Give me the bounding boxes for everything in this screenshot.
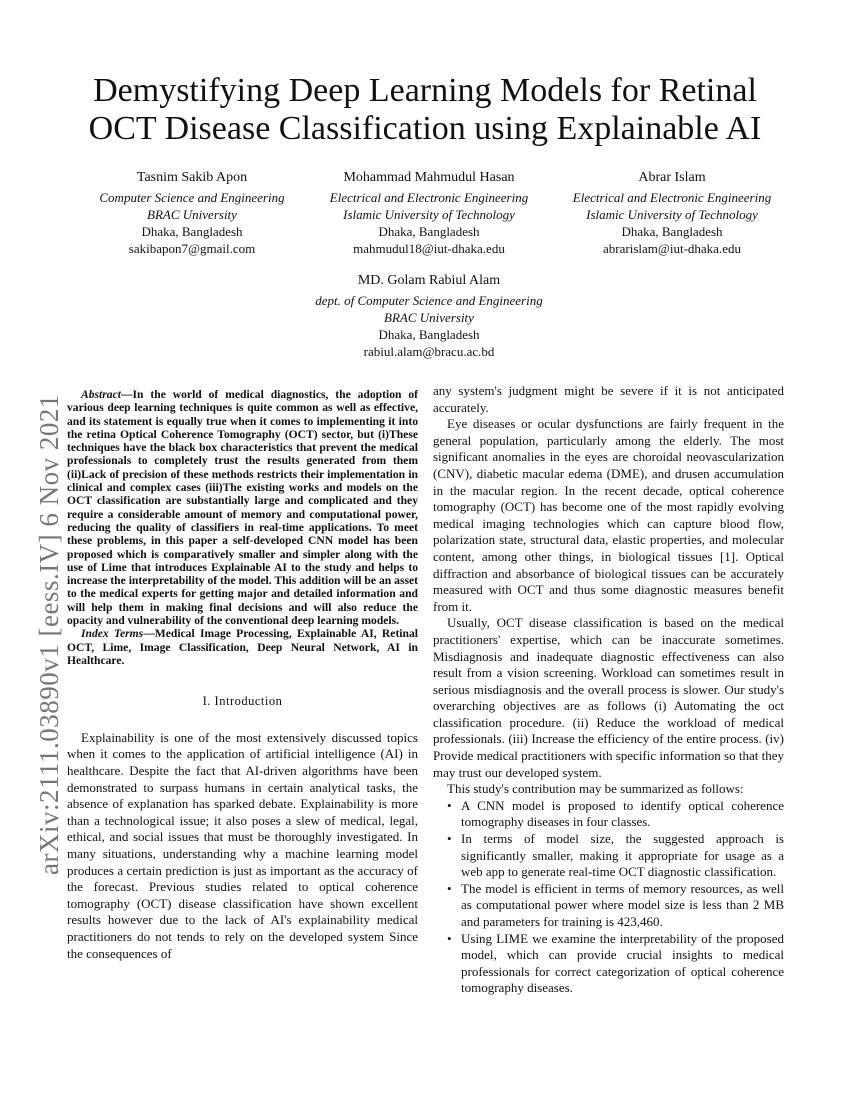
bullet-icon: • [447,831,452,847]
section-heading: I. Introduction [202,694,283,709]
abstract-label: Abstract [81,388,121,401]
author-university: Islamic University of Technology [343,207,515,222]
author-university: BRAC University [384,310,474,325]
author-name: Tasnim Sakib Apon [136,170,248,185]
author-location: Dhaka, Bangladesh [621,224,723,239]
author-department: Electrical and Electronic Engineering [329,190,529,205]
author-email: rabiul.alam@bracu.ac.bd [363,344,495,359]
author-location: Dhaka, Bangladesh [378,224,480,239]
bullet-icon: • [447,797,452,813]
contribution-list [433,798,784,997]
author-block-4 [284,271,574,360]
author-department: Electrical and Electronic Engineering [572,190,772,205]
list-item-text: In terms of model size, the suggested approach is significantly smaller, making it appropriate for usage as a web app to generate real-time OCT diagnostic classification. [461,831,784,880]
author-location: Dhaka, Bangladesh [378,327,480,342]
bullet-icon: • [447,880,452,896]
author-block-1 [62,168,322,257]
author-university: Islamic University of Technology [586,207,758,222]
author-department: dept. of Computer Science and Engineering [315,293,543,308]
list-item [433,931,784,997]
body-paragraph: Eye diseases or ocular dysfunctions are fairly frequent in the general population, particularly among the elderly. The most significant anomalies in the eyes are choroidal neovascularization (CNV), diabetic macular edema (DME), and drusen accumulation in the macular region. In the recent decade, optical coherence tomography (OCT) has become one of the most rapidly evolving medical imaging technologies which can capture blood flow, polarization state, structural data, elastic properties, and molecular content, among other things, in biological tissues [1]. Optical diffraction and absorbance of biological tissues can be accurately measured with OCT and thus some diagnostic measures benefit from it. [433,416,784,614]
bullet-icon: • [447,930,452,946]
author-email: sakibapon7@gmail.com [128,241,256,256]
author-block-2 [299,168,559,257]
abstract [67,388,418,627]
list-item [433,831,784,881]
author-email: abrarislam@iut-dhaka.edu [603,241,741,256]
index-terms-text: —Medical Image Processing, Explainable AI, Retinal OCT, Lime, Image Classification, Deep Neural Network, AI in Healthcare. [67,627,418,667]
author-block-3 [542,168,802,257]
list-item-text: The model is efficient in terms of memory resources, as well as computational power where model size is less than 2 MB and parameters for training is 423,460. [461,880,784,929]
author-name: Mohammad Mahmudul Hasan [343,170,515,185]
author-name: Abrar Islam [638,170,706,185]
body-paragraph: Usually, OCT disease classification is based on the medical practitioners' expertise, which can be inaccurate sometimes. Misdiagnosis and inadequate diagnostic effectiveness can also result from a vision screening. Workload can sometimes result in serious misdiagnosis and the overall process is slower. Our study's overarching objectives are as follows (i) Automating the oct classification procedure. (ii) Reduce the workload of medical professionals. (iii) Increase the efficiency of the entire process. (iv) Provide medical practitioners with specific information so that they may trust our developed system. [433,615,784,780]
paper-title: Demystifying Deep Learning Models for Retinal OCT Disease Classification using Explainable AI [88,72,762,147]
abstract-text: —In the world of medical diagnostics, the adoption of various deep learning techniques is quite common as well as effective, and its statement is equally true when it comes to implementing it into the retina Optical Coherence Tomography (OCT) sector, but (i)These techniques have the black box characteristics that prevent the medical professionals to completely trust the results generated from them (ii)Lack of precision of these methods restricts their implementation in clinical and complex cases (iii)The existing works and models on the OCT classification are substantially large and complicated and they require a considerable amount of memory and computational power, reducing the quality of classifiers in real-time applications. To meet these problems, in this paper a self-developed CNN model has been proposed which is comparatively smaller and simpler along with the use of Lime that introduces Explainable AI to the study and helps to increase the interpretability of the model. This addition will be an asset to the medical experts for getting major and detailed information and will help them in making final decisions and will also reduce the opacity and vulnerability of the conventional deep learning models. [67,388,418,628]
author-location: Dhaka, Bangladesh [141,224,243,239]
author-name: MD. Golam Rabiul Alam [357,273,501,288]
arxiv-identifier: arXiv:2111.03890v1 [eess.IV] 6 Nov 2021 [34,394,64,875]
body-paragraph: This study's contribution may be summarized as follows: [447,781,744,797]
intro-paragraph: Explainability is one of the most extensively discussed topics when it comes to the application of artificial intelligence (AI) in healthcare. Despite the fact that AI-driven algorithms have been demonstrated to surpass humans in certain analytical tasks, the absence of explanation has sparked debate. Explainability is more than a technological issue; it also poses a slew of medical, legal, ethical, and social issues that must be thoroughly investigated. In many situations, understanding why a machine learning model produces a certain prediction is just as important as the accuracy of the forecast. Previous studies related to optical coherence tomography (OCT) disease classification have shown excellent results however due to the lack of AI's explainability medical practitioners do not tends to rely on the developed system Since the consequences of [67,729,418,961]
index-terms-label: Index Terms [81,627,144,641]
index-terms [67,627,418,667]
list-item [433,881,784,931]
list-item-text: A CNN model is proposed to identify optical coherence tomography diseases in four classes. [461,797,784,830]
left-column [67,388,418,962]
right-column [433,383,784,997]
body-paragraph: any system's judgment might be severe if it is not anticipated accurately. [433,383,784,415]
list-item-text: Using LIME we examine the interpretability of the proposed model, which can provide crucial insights to medical professionals for correct categorization of optical coherence tomography diseases. [461,930,784,996]
list-item [433,798,784,831]
author-email: mahmudul18@iut-dhaka.edu [353,241,505,256]
author-department: Computer Science and Engineering [99,190,285,205]
author-university: BRAC University [147,207,237,222]
